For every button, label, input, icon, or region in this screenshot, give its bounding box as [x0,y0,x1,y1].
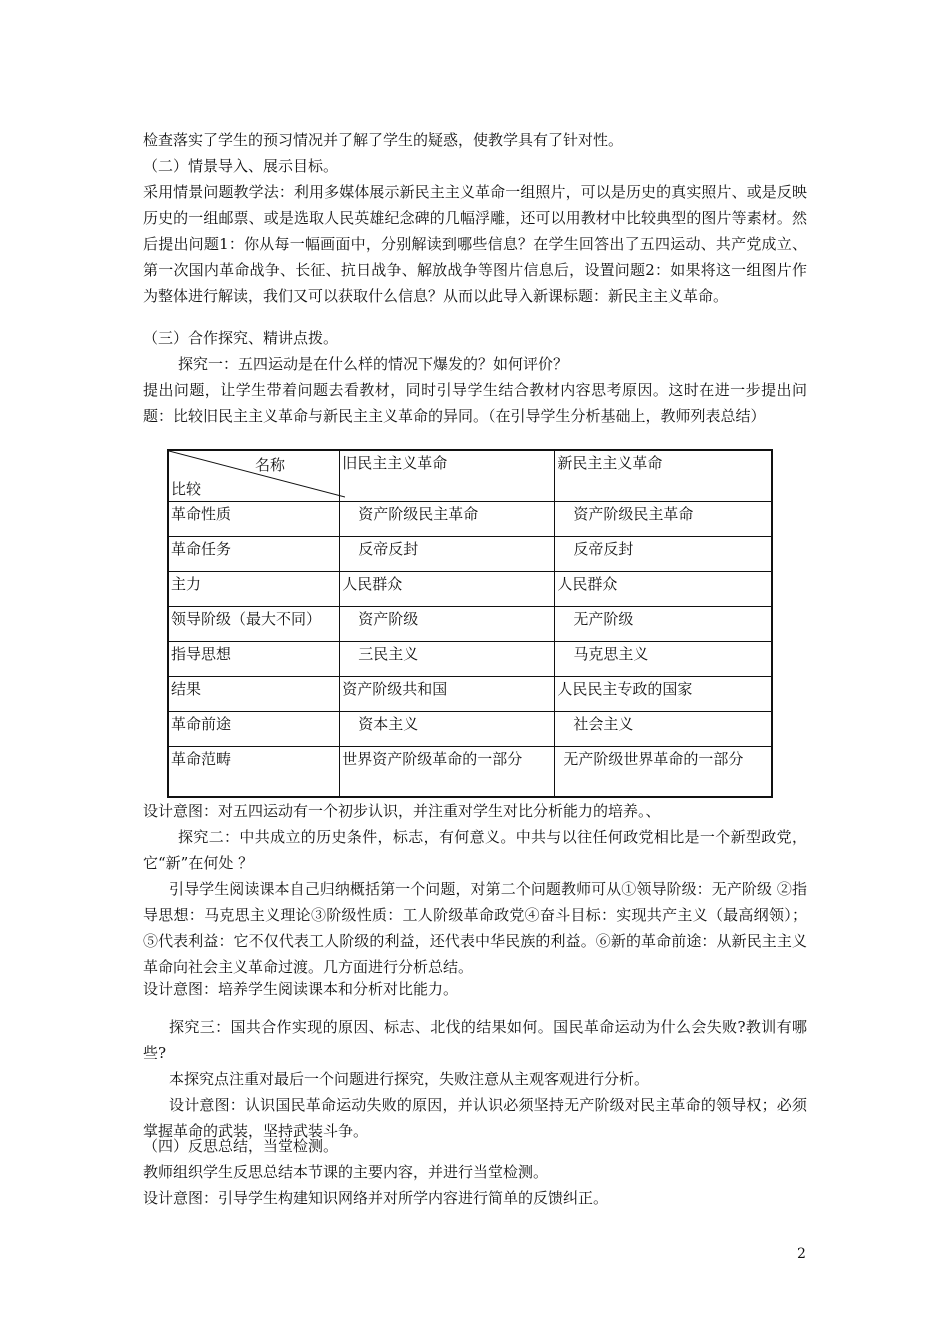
header-compare-label: 比较 [171,480,202,498]
old-value: 人民群众 [340,572,555,607]
paragraph-party-analysis: 引导学生阅读课本自己归纳概括第一个问题，对第二个问题教师可从①领导阶级：无产阶级 ②指导思想：马克思主义理论③阶级性质：工人阶级革命政党④奋斗目标：实现共产主义（最高纲领）；⑤代表利益：它不仅代表工人阶级的利益，还代表中华民族的利益。⑥新的革命前途：从新民主主义革命向社会主义革命过渡。几方面进行分析总结。 [143,880,807,976]
design-intent-1: 设计意图：对五四运动有一个初步认识，并注重对学生对比分析能力的培养。、 [143,802,661,820]
row-label: 革命前途 [168,712,340,747]
table-row [168,537,772,572]
comparison-table [167,449,773,798]
new-value: 反帝反封 [555,537,772,572]
row-label: 指导思想 [168,642,340,677]
new-value: 人民民主专政的国家 [555,677,772,712]
row-label: 主力 [168,572,340,607]
table-row [168,642,772,677]
table-row [168,502,772,537]
row-label: 革命性质 [168,502,340,537]
row-label: 领导阶级（最大不同） [168,607,340,642]
table-row [168,747,772,797]
old-value: 三民主义 [340,642,555,677]
old-value: 资本主义 [340,712,555,747]
inquiry-one: 探究一：五四运动是在什么样的情况下爆发的？如何评价？ [178,355,569,373]
row-label: 革命范畴 [168,747,340,797]
design-intent-3: 设计意图：认识国民革命运动失败的原因，并认识必须坚持无产阶级对民主革命的领导权；必须掌握革命的武装，坚持武装斗争。 [143,1096,807,1140]
row-label: 革命任务 [168,537,340,572]
table-row [168,712,772,747]
table-row [168,572,772,607]
diagonal-header-cell [168,450,340,502]
section-heading-3: （三）合作探究、精讲点拨。 [143,329,339,347]
old-value: 反帝反封 [340,537,555,572]
paragraph-scenario-method: 采用情景问题教学法：利用多媒体展示新民主主义革命一组照片，可以是历史的真实照片、或是反映历史的一组邮票、或是选取人民英雄纪念碑的几幅浮雕，还可以用教材中比较典型的图片等素材。然后提出问题1：你从每一幅画面中，分别解读到哪些信息？在学生回答出了五四运动、共产党成立、第一次国内革命战争、长征、抗日战争、解放战争等图片信息后，设置问题2：如果将这一组图片作为整体进行解读，我们又可以获取什么信息？从而以此导入新课标题：新民主主义革命。 [143,183,807,305]
design-intent-2: 设计意图：培养学生阅读课本和分析对比能力。 [143,980,459,998]
old-value: 世界资产阶级革命的一部分 [340,747,555,797]
inquiry-two: 探究二：中共成立的历史条件，标志，有何意义。中共与以往任何政党相比是一个新型政党，它“新”在何处 ？ [143,828,807,872]
section-heading-2: （二）情景导入、展示目标。 [143,157,339,175]
new-value: 社会主义 [555,712,772,747]
table-header-row [168,450,772,502]
new-value: 人民群众 [555,572,772,607]
old-value: 资产阶级 [340,607,555,642]
design-intent-4: 设计意图：引导学生构建知识网络并对所学内容进行简单的反馈纠正。 [143,1189,609,1207]
page-number: 2 [797,1246,806,1262]
row-label: 结果 [168,677,340,712]
table-row [168,677,772,712]
new-value: 无产阶级世界革命的一部分 [555,747,772,797]
old-value: 资产阶级民主革命 [340,502,555,537]
section-heading-4: （四）反思总结，当堂检测。 [143,1137,339,1155]
header-old-revolution: 旧民主主义革命 [340,450,555,502]
new-value: 马克思主义 [555,642,772,677]
paragraph-reflection: 教师组织学生反思总结本节课的主要内容，并进行当堂检测。 [143,1163,549,1181]
table-row [168,607,772,642]
paragraph-comparison-intro: 提出问题，让学生带着问题去看教材，同时引导学生结合教材内容思考原因。这时在进一步提出问题：比较旧民主主义革命与新民主主义革命的异同。（在引导学生分析基础上，教师列表总结） [143,381,807,425]
header-name-label: 名称 [255,456,286,474]
paragraph-focus-last: 本探究点注重对最后一个问题进行探究，失败注意从主观客观进行分析。 [169,1070,650,1088]
new-value: 无产阶级 [555,607,772,642]
header-new-revolution: 新民主主义革命 [555,450,772,502]
paragraph-preview-check: 检查落实了学生的预习情况并了解了学生的疑惑，使教学具有了针对性。 [143,131,624,149]
inquiry-three: 探究三：国共合作实现的原因、标志、北伐的结果如何。国民革命运动为什么会失败?教训有哪些? [143,1018,807,1062]
new-value: 资产阶级民主革命 [555,502,772,537]
old-value: 资产阶级共和国 [340,677,555,712]
